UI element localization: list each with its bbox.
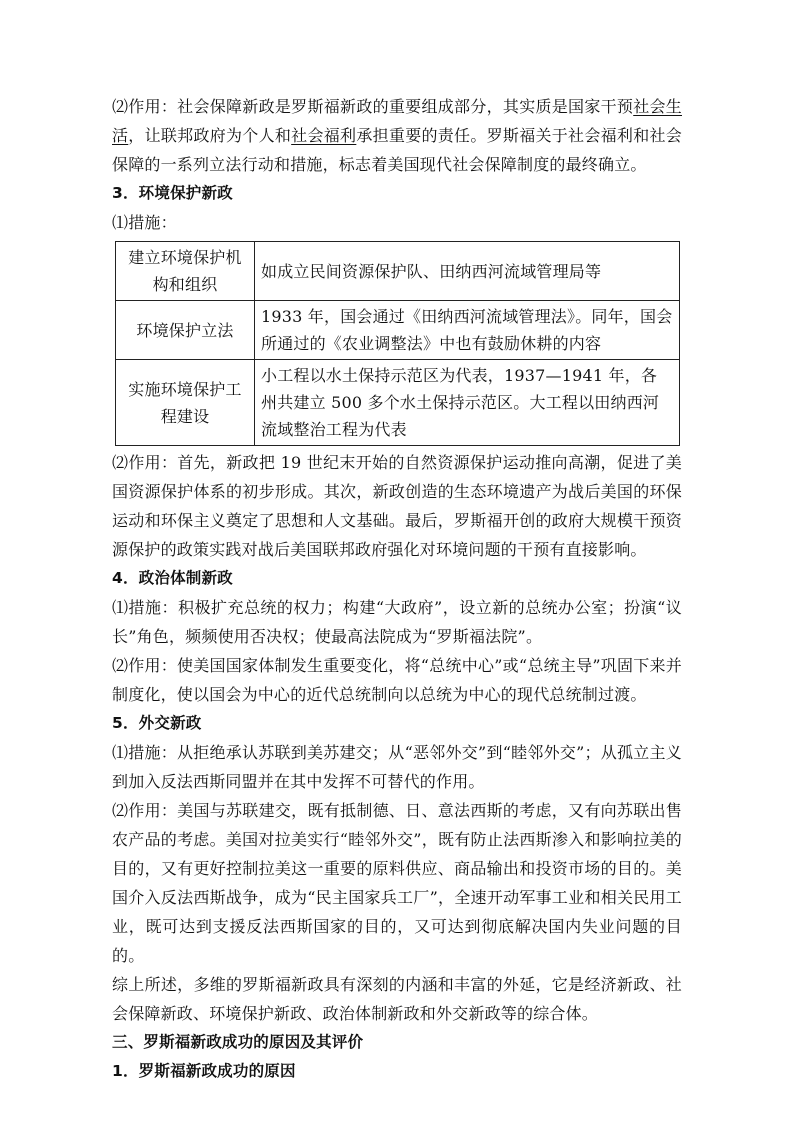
subsection-heading: 1．罗斯福新政成功的原因: [112, 1062, 296, 1080]
text-span: ，让联邦政府为个人和: [128, 126, 292, 145]
underlined-term: 社会福利: [291, 126, 357, 145]
table-cell-desc: 1933 年，国会通过《田纳西河流域管理法》。同年，国会所通过的《农业调整法》中也有鼓励休耕的内容: [255, 301, 680, 360]
table-row: [116, 301, 680, 360]
political-effect-paragraph: ⑵作用：使美国国家体制发生重要变化，将“总统中心”或“总统主导”巩固下来并制度化，使以国会为中心的近代总统制向以总统为中心的现代总统制过渡。: [112, 656, 682, 704]
section-heading-political: 4．政治体制新政: [112, 569, 233, 587]
section-heading-environment: 3．环境保护新政: [112, 184, 233, 202]
document-body: [112, 92, 682, 1086]
text-span: 承担重要的责任。罗斯福关于社会福利和社会保障的一系列立法行动和措施，标志着美国现代社会保障制度的最终确立。: [112, 126, 682, 174]
table-cell-label: 建立环境保护机构和组织: [116, 242, 255, 301]
table-cell-label: 环境保护立法: [116, 301, 255, 360]
environment-measures-table: [115, 241, 680, 446]
diplomacy-measures-paragraph: ⑴措施：从拒绝承认苏联到美苏建交；从“恶邻外交”到“睦邻外交”；从孤立主义到加入反法西斯同盟并在其中发挥不可替代的作用。: [112, 743, 682, 791]
political-measures-paragraph: ⑴措施：积极扩充总统的权力；构建“大政府”，设立新的总统办公室；扮演“议长”角色，频频使用否决权；使最高法院成为“罗斯福法院”。: [112, 598, 682, 646]
summary-paragraph: 综上所述，多维的罗斯福新政具有深刻的内涵和丰富的外延，它是经济新政、社会保障新政、环境保护新政、政治体制新政和外交新政等的综合体。: [112, 975, 682, 1023]
diplomacy-effect-paragraph: ⑵作用：美国与苏联建交，既有抵制德、日、意法西斯的考虑，又有向苏联出售农产品的考虑。美国对拉美实行“睦邻外交”，既有防止法西斯渗入和影响拉美的目的，又有更好控制拉美这一重要的原料供应、商品输出和投资市场的目的。美国介入反法西斯战争，成为“民主国家兵工厂”，全速开动军事工业和相关民用工业，既可达到支援反法西斯国家的目的，又可达到彻底解决国内失业问题的目的。: [112, 801, 682, 965]
table-row: [116, 360, 680, 446]
table-cell-desc: 小工程以水土保持示范区为代表，1937—1941 年，各州共建立 500 多个水土保持示范区。大工程以田纳西河流域整治工程为代表: [255, 360, 680, 446]
table-row: [116, 242, 680, 301]
section-heading-diplomacy: 5．外交新政: [112, 714, 202, 732]
environment-measures-label: ⑴措施：: [112, 213, 177, 232]
text-span: ⑵作用：社会保障新政是罗斯福新政的重要组成部分，其实质是国家干预: [112, 97, 634, 116]
part-heading: 三、罗斯福新政成功的原因及其评价: [112, 1033, 364, 1051]
social-security-effect-paragraph: [112, 92, 682, 179]
table-cell-desc: 如成立民间资源保护队、田纳西河流域管理局等: [255, 242, 680, 301]
underlined-term: 社会生活: [112, 97, 682, 145]
environment-effect-paragraph: ⑵作用：首先，新政把 19 世纪末开始的自然资源保护运动推向高潮，促进了美国资源保护体系的初步形成。其次，新政创造的生态环境遗产为战后美国的环保运动和环保主义奠定了思想和人文基础。最后，罗斯福开创的政府大规模干预资源保护的政策实践对战后美国联邦政府强化对环境问题的干预有直接影响。: [112, 453, 682, 559]
table-cell-label: 实施环境保护工程建设: [116, 360, 255, 446]
